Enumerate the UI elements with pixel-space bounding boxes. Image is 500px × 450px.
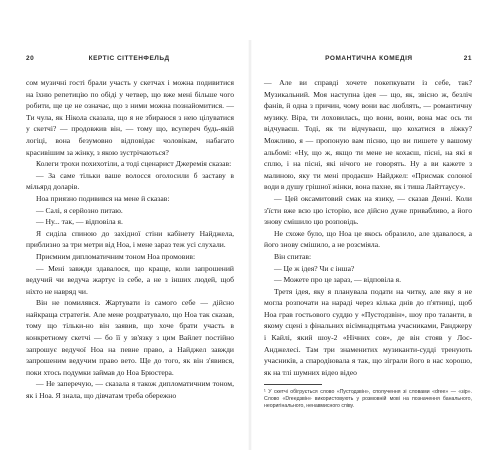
footnote: ¹ У скетчі обігрується слово «Пустодзвін», сполучення зі словами «dree» — «зір». Слово «Dreeдзвін» використовують у розмовній мові на позначення банального, неоригінального, ненавмисного співу. [264,389,472,410]
left-page-body [26,77,234,402]
left-paragraph: — За саме тільки ваше волосся оголосили б заставу в мільярд доларів. [26,170,234,192]
right-paragraph: — Але ви справді хочете покепкувати із себе, так? Музикальний. Моя наступна ідея — що, як, звісно ж, безліч фанів, й одна з причин, чому вони вас люблять, — романтичну музику. Віра, ти лоховилась, що вони, вони, вона має ось ти відчуваєш. Тоді, як ти відчуваєш, що кохатися в ліжку? Можливо, я — пропоную вам пісню, що ви пишете у вашому альбомі: «Ну, що ж, якщо ти мене не кохаєш, пісні, на які я сплю, і на пісні, які нічого не говорять. Ну а ви кажете з малиною, яку ти мені продаєш» Найджел: «Присмак солоної води в душу грішної жінки, вона пахне, як і тиша Лайттаусу». [264,78,472,192]
left-paragraph: сом музичні гості брали участь у скетчах і можна подивитися на їхню репетицію по обіді у четвер, що вже мені більше чого робити, ще це не означає, що з ними можна познайомитися. — Ти чула, як Нікола сказала, що я не збираюся з нею цілуватися у скетчі? — продовжив він, — тому що, всупереч будь-якій логіці, вона безумовно відповідає чоловікам, набагато красивішим за жінку, з якою зустрічаються? [26,78,234,157]
left-paragraph: Я сиділа спиною до західної стіни кабінету Найджела, приблизно за три метри від Ноа, і мене зараз теж усі слухали. [26,228,234,250]
right-page-header [264,52,472,64]
left-paragraph: — Не заперечую, — сказала я також дипломатичним тоном, як і Ноа. Я знала, що дівчатам треба обережно [26,379,234,401]
left-paragraph: — Салі, я серйозно питаю. [36,205,123,215]
footnote-divider [264,384,322,385]
book-gutter [248,40,252,450]
right-paragraph: Він спитав: [274,251,312,261]
right-page-body [264,77,472,410]
right-paragraph: — Можете про це зараз, — відповіла я. [274,275,402,285]
right-paragraph: — Цей оксамитовий смак на язику, — сказав Денні. Коли з'їсти вже всю цю історію, все дійсно дуже привабливо, а його знову смішило цю розповідь. [264,193,472,227]
right-paragraph: — Це ж ідея? Чи є інша? [274,263,355,273]
left-paragraph: Він не помилявся. Жартувати із самого себе — дійсно найкраща стратегія. Але мене роздратувало, що Ноа так сказав, тому що тільки-но він заявив, що хоче брати участь в конкретному скетчі — бо її у зв'язку з цим Вайлет постійно запрошує ведучої Ноа на певне право, а Найджел завжди запрошеним ведучим право вето. Ще до того, як він з'явився, поки хтось подумки займав до Ноа Брюстера. [26,298,234,377]
right-paragraph: Не схоже було, що Ноа це якось образило, але здавалося, а його знову смішило, а не розсміяла. [264,228,472,250]
right-page-number: 21 [463,54,472,62]
right-paragraph: Третя ідея, яку я планувала подати на читку, але яку я не могла розпочати на нараді через кілька днів до п'ятниці, щоб Ноа грав гостьового суддю у «Пустодзвін», шоу про таланти, в якому сцені з фінальних вісімнадцятьма учасниками, Ранджеру і Кайлі, який шоу-2 «Нічних сов», де він стояв у Лос-Анджелесі. Там три знаменитих музиканти-судді тренують учасників, а спародіювала я так, що зіграли його в нас хорошо, як на тлі шумних відео відео [264,286,472,377]
left-paragraph: Колеги трохи похихотіли, а тоді сценарист Джеремія сказав: [36,159,232,169]
left-paragraph: Ноа приязно подивився на мене й сказав: [36,193,170,203]
left-running-head: КЕРТІС СІТТЕНФЕЛЬД [88,54,170,62]
right-running-head: РОМАНТИЧНА КОМЕДІЯ [325,54,413,62]
left-page-header [26,52,234,64]
left-paragraph: — Ну... так, — відповіла я. [36,217,123,227]
left-page-number: 20 [26,54,35,62]
left-paragraph: — Мені завжди здавалося, що краще, коли запрошений ведучий чи ведуча жартує із себе, а не з інших людей, щоб ніхто не навряд чи. [26,263,234,296]
left-paragraph: Приємним дипломатичним тоном Ноа промовив: [36,251,196,261]
